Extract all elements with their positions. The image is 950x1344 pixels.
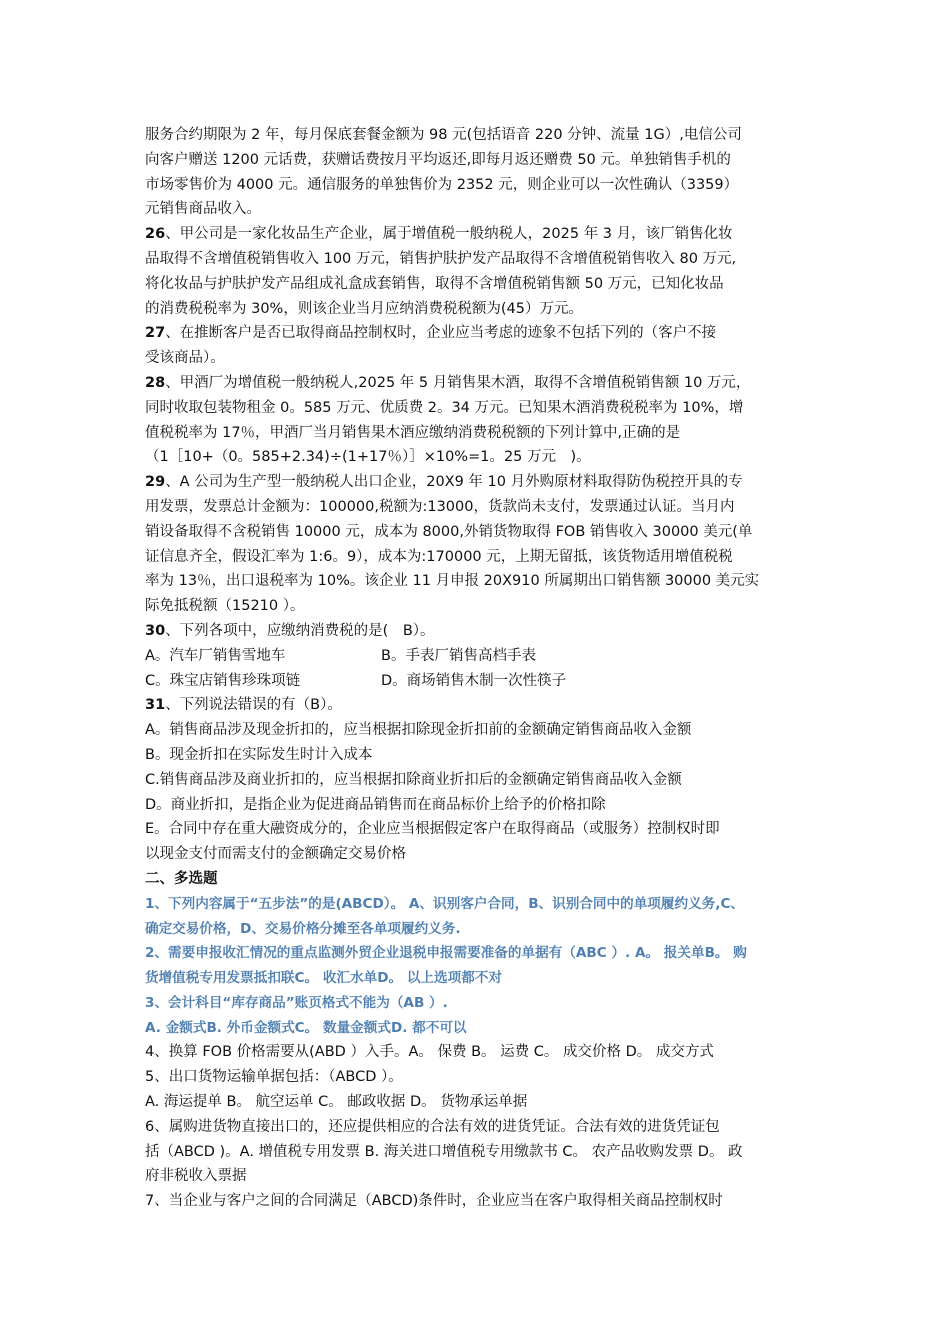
q26-line: 将化妆品与护肤护发产品组成礼盒成套销售，取得不含增值税销售额 50 万元，已知化妆品 (145, 275, 724, 292)
option-d: D。商场销售木制一次性筷子 (381, 672, 567, 689)
multi-question-6-line: 府非税收入票据 (145, 1168, 247, 1185)
q31-option: C.销售商品涉及商业折扣的，应当根据扣除商业折扣后的金额确定销售商品收入金额 (145, 771, 682, 788)
q26-line: 品取得不含增值税销售收入 100 万元，销售护肤护发产品取得不含增值税销售收入 80 万元, (145, 250, 737, 267)
multi-question-5: 5、出口货物运输单据包括：（ABCD ）。 (145, 1069, 403, 1086)
multi-question-3: 3、会计科目“库存商品”账页格式不能为（AB ）. (145, 994, 448, 1011)
question-number: 31 (145, 697, 166, 714)
multi-question-2: 2、需要申报收汇情况的重点监测外贸企业退税申报需要准备的单据有（ABC ）. A。 报关单B。 购 (145, 945, 747, 962)
q25-line: 服务合约期限为 2 年，每月保底套餐金额为 98 元(包括语音 220 分钟、流量 1G）,电信公司 (145, 127, 742, 143)
q25-line: 市场零售价为 4000 元。通信服务的单独售价为 2352 元，则企业可以一次性确认（3359） (145, 176, 739, 193)
question-30: 30、下列各项中，应缴纳消费税的是( B）。 (145, 622, 435, 639)
q31-option: 以现金支付而需支付的金额确定交易价格 (145, 846, 406, 863)
document-body (145, 123, 805, 1214)
option-a: A。汽车厂销售雪地车 (145, 647, 286, 664)
q29-line: 销设备取得不含税销售 10000 元，成本为 8000,外销货物取得 FOB 销售收入 30000 美元(单 (145, 523, 753, 540)
question-number: 26 (145, 226, 166, 243)
question-number: 28 (145, 374, 166, 391)
q29-line: 证信息齐全，假设汇率为 1:6。9），成本为:170000 元，上期无留抵，该货物适用增值税税 (145, 548, 733, 565)
question-28: 28、甲酒厂为增值税一般纳税人,2025 年 5 月销售果木酒，取得不含增值税销售额 10 万元， (145, 374, 751, 391)
multi-question-6-line: 括（ABCD )。A. 增值税专用发票 B. 海关进口增值税专用缴款书 C。 农产品收购发票 D。 政 (145, 1143, 743, 1160)
q31-option: E。合同中存在重大融资成分的，企业应当根据假定客户在取得商品（或服务）控制权时即 (145, 821, 720, 838)
question-number: 29 (145, 474, 166, 491)
q29-line: 际免抵税额（15210 ）。 (145, 598, 305, 615)
q31-option: B。现金折扣在实际发生时计入成本 (145, 746, 373, 763)
q27-line: 受该商品）。 (145, 350, 225, 367)
q30-options-row (145, 644, 805, 669)
multi-question-4: 4、换算 FOB 价格需要从(ABD ）入手。A。 保费 B。 运费 C。 成交价格 D。 成交方式 (145, 1044, 714, 1061)
option-b: B。手表厂销售高档手表 (381, 647, 536, 664)
question-29: 29、A 公司为生产型一般纳税人出口企业，20X9 年 10 月外购原材料取得防伪税控开具的专 (145, 474, 743, 491)
q29-line: 用发票，发票总计金额为：100000,税额为:13000，货款尚未支付，发票通过认证。当月内 (145, 498, 735, 515)
question-31: 31、下列说法错误的有（B）。 (145, 697, 342, 714)
q28-line: （1［10+（0。585+2.34)÷(1+17％）］×10%=1。25 万元 )。 (145, 449, 591, 466)
question-27: 27、在推断客户是否已取得商品控制权时，企业应当考虑的迹象不包括下列的（客户不接 (145, 325, 717, 342)
multi-question-6: 6、属购进货物直接出口的，还应提供相应的合法有效的进货凭证。合法有效的进货凭证包 (145, 1118, 720, 1135)
section-heading: 二、多选题 (145, 870, 218, 887)
multi-question-5-line: A. 海运提单 B。 航空运单 C。 邮政收据 D。 货物承运单据 (145, 1094, 528, 1111)
q25-line: 向客户赠送 1200 元话费，获赠话费按月平均返还,即每月返还赠费 50 元。单独销售手机的 (145, 151, 731, 168)
question-number: 30 (145, 622, 166, 639)
question-26: 26、甲公司是一家化妆品生产企业，属于增值税一般纳税人，2025 年 3 月，该厂销售化妆 (145, 226, 733, 243)
q31-option: D。商业折扣，是指企业为促进商品销售而在商品标价上给予的价格扣除 (145, 796, 606, 813)
q25-line: 元销售商品收入。 (145, 201, 261, 218)
q30-options-row (145, 669, 805, 694)
q31-option: A。销售商品涉及现金折扣的，应当根据扣除现金折扣前的金额确定销售商品收入金额 (145, 722, 692, 739)
q28-line: 同时收取包装物租金 0。585 万元、优质费 2。34 万元。已知果木酒消费税税率为 10%，增 (145, 399, 744, 416)
q29-line: 率为 13％，出口退税率为 10%。该企业 11 月申报 20X910 所属期出口销售额 30000 美元实 (145, 573, 760, 590)
question-number: 27 (145, 325, 166, 342)
multi-question-3-line: A. 金额式B. 外币金额式C。 数量金额式D. 都不可以 (145, 1019, 467, 1036)
multi-question-1: 1、下列内容属于“五步法”的是(ABCD）。 A、识别客户合同，B、识别合同中的单项履约义务,C、 (145, 895, 745, 912)
multi-question-2-line: 货增值税专用发票抵扣联C。 收汇水单D。 以上选项都不对 (145, 970, 502, 987)
multi-question-1-line: 确定交易价格，D、交易价格分摊至各单项履约义务. (145, 920, 461, 937)
q26-line: 的消费税税率为 30%，则该企业当月应纳消费税税额为(45）万元。 (145, 300, 583, 317)
option-c: C。珠宝店销售珍珠项链 (145, 672, 301, 689)
q28-line: 值税税率为 17％，甲酒厂当月销售果木酒应缴纳消费税税额的下列计算中,正确的是 (145, 424, 681, 441)
multi-question-7: 7、当企业与客户之间的合同满足（ABCD)条件时，企业应当在客户取得相关商品控制权时 (145, 1193, 723, 1210)
